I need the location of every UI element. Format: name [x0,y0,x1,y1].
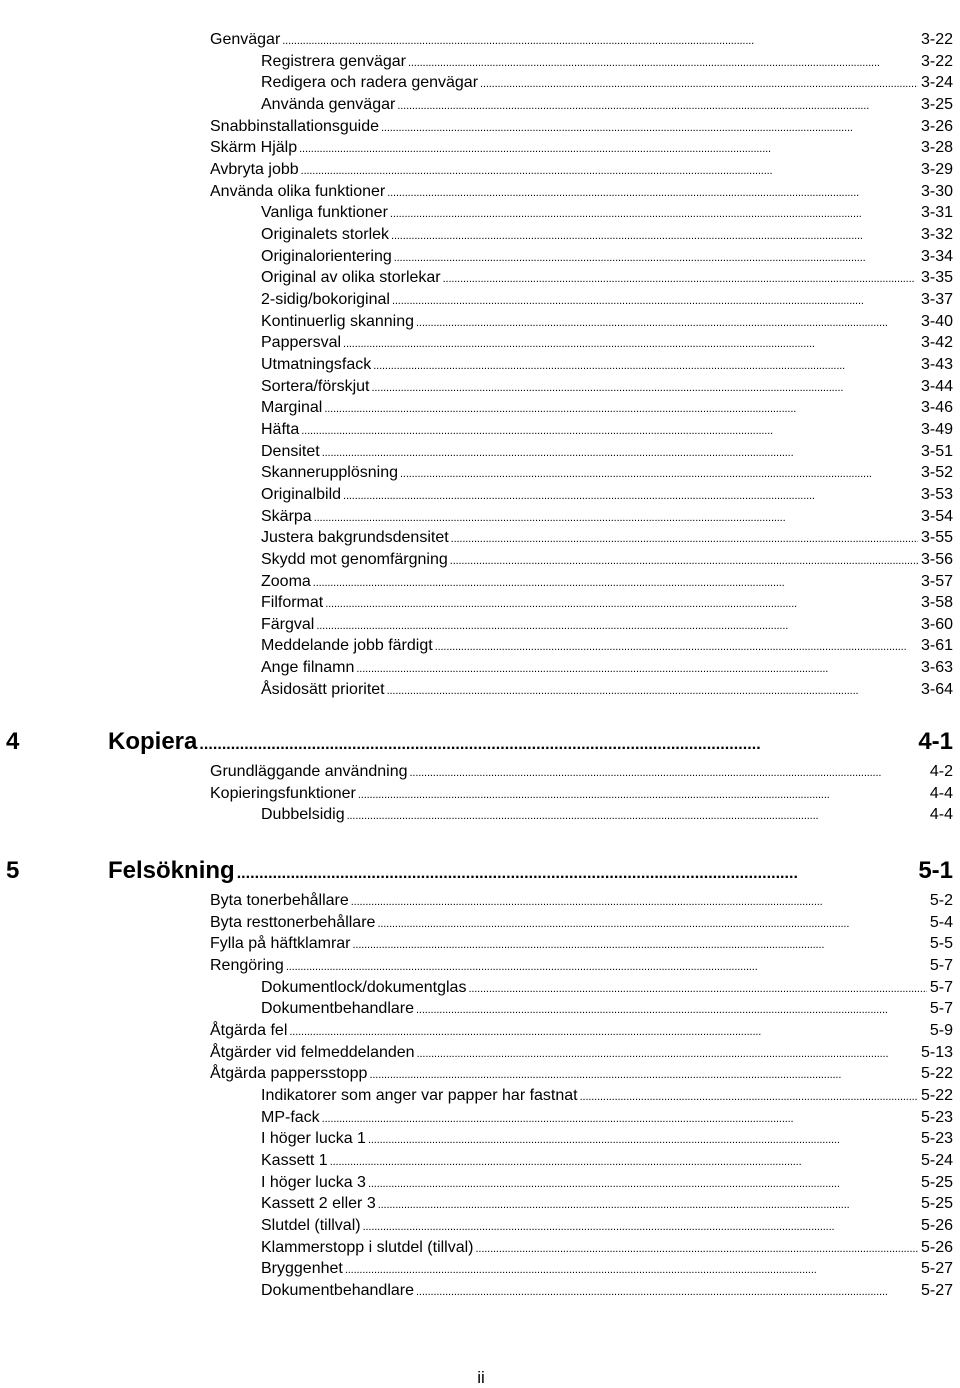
toc-entry[interactable] [261,636,953,657]
toc-entry-title: I höger lucka 3 [261,1173,366,1191]
toc-entry-page: 3-53 [920,485,953,503]
toc-entry[interactable] [261,528,953,549]
toc-entry[interactable] [261,463,953,484]
toc-entry-page: 3-55 [920,529,953,547]
chapter-number: 4 [6,728,20,755]
toc-entry[interactable] [261,1086,953,1107]
toc-entry-title: Åsidosätt prioritet [261,680,385,698]
toc-entry[interactable] [210,891,953,912]
dot-leader [476,1239,918,1259]
dot-leader [343,334,918,354]
dot-leader [381,118,918,138]
toc-entry-title: Färgval [261,615,315,633]
toc-entry[interactable] [210,1043,953,1064]
dot-leader [343,486,918,506]
toc-entry[interactable] [261,312,953,333]
toc-entry-page: 3-28 [920,139,953,157]
toc-entry[interactable] [261,593,953,614]
toc-entry[interactable] [210,913,953,934]
dot-leader [322,443,918,463]
toc-entry-title: Registrera genvägar [261,52,406,70]
dot-leader [314,508,918,528]
dot-leader [480,74,918,94]
toc-entry[interactable] [210,30,953,51]
chapter-page: 5-1 [918,857,953,884]
toc-entry-title: Byta tonerbehållare [210,892,349,909]
toc-entry-title: Originalorientering [261,247,392,265]
dot-leader [301,421,918,441]
toc-entry-title: Filformat [261,594,324,612]
dot-leader [371,378,917,398]
toc-entry-page: 5-24 [920,1151,953,1169]
toc-entry-page: 5-23 [920,1108,953,1126]
toc-entry[interactable] [210,138,953,159]
dot-leader [400,464,918,484]
toc-entry-page: 3-35 [920,269,953,287]
chapter-number: 5 [6,857,20,884]
toc-entry[interactable] [261,507,953,528]
dot-leader [451,529,918,549]
toc-entry-title: 2-sidig/bokoriginal [261,290,390,308]
dot-leader [286,957,927,977]
dot-leader [580,1087,918,1107]
toc-entry-page: 5-7 [929,956,953,974]
toc-entry-title: Ange filnamn [261,659,355,677]
toc-entry[interactable] [261,805,953,826]
toc-entry-title: Marginal [261,399,323,417]
toc-entry-page: 5-26 [920,1216,953,1234]
chapter-title: Felsökning [108,857,235,884]
toc-entry-title: Använda olika funktioner [210,182,386,200]
dot-leader [313,573,918,593]
toc-entry-title: Rengöring [210,956,284,974]
toc-entry-page: 5-2 [929,892,953,909]
toc-entry[interactable] [261,1238,953,1259]
dot-leader [417,1044,918,1064]
toc-entry-page: 3-29 [920,160,953,178]
dot-leader [373,356,918,376]
toc-entry-page: 3-30 [920,182,953,200]
toc-entry-page: 3-52 [920,464,953,482]
toc-entry-title: Åtgärda fel [210,1021,288,1039]
toc-entry-page: 3-26 [920,117,953,135]
dot-leader [377,914,926,934]
toc-entry[interactable] [261,52,953,73]
toc-entry[interactable] [261,572,953,593]
dot-leader [468,979,926,999]
toc-entry-page: 5-27 [920,1260,953,1278]
dot-leader [369,1065,918,1085]
toc-entry[interactable] [210,1021,953,1042]
toc-entry-page: 5-25 [920,1195,953,1213]
dot-leader [368,1130,918,1150]
toc-entry-title: Meddelande jobb färdigt [261,637,433,655]
toc-entry[interactable] [210,762,953,783]
toc-entry[interactable] [261,978,953,999]
dot-leader [387,681,918,701]
dot-leader [347,806,927,826]
toc-entry-title: Utmatningsfack [261,355,372,373]
toc-entry[interactable] [261,1216,953,1237]
toc-entry-title: Kassett 2 eller 3 [261,1195,376,1213]
toc-entry[interactable] [261,658,953,679]
toc-entry-page: 4-2 [929,763,953,780]
dot-leader [410,763,927,783]
toc-entry[interactable] [261,550,953,571]
toc-entry-title: Justera bakgrundsdensitet [261,529,449,547]
toc-entry-page: 5-13 [920,1043,953,1061]
toc-entry-title: Pappersval [261,334,342,352]
toc-entry-page: 3-51 [920,442,953,460]
dot-leader [435,637,918,657]
toc-entry-page: 3-22 [920,31,953,48]
dot-leader [351,892,927,912]
toc-entry-title: Bryggenhet [261,1260,343,1278]
dot-leader [392,291,918,311]
dot-leader [394,248,918,268]
toc-entry[interactable] [261,485,953,506]
toc-entry[interactable] [210,956,953,977]
toc-entry[interactable] [261,1173,953,1194]
dot-leader [353,935,927,955]
chapter-page: 4-1 [918,728,953,755]
toc-chapter-heading[interactable] [0,727,953,760]
dot-leader [299,139,918,159]
dot-leader [356,659,918,679]
dot-leader [325,594,918,614]
toc-entry-title: Dokumentbehandlare [261,1000,414,1018]
dot-leader [408,53,918,73]
toc-entry-title: Slutdel (tillval) [261,1216,361,1234]
toc-entry-title: Byta resttonerbehållare [210,913,376,931]
toc-entry-page: 3-63 [920,659,953,677]
toc-entry-title: Grundläggande användning [210,763,408,780]
dot-leader [387,183,918,203]
toc-entry[interactable] [261,247,953,268]
toc-entry-title: Avbryta jobb [210,160,299,178]
toc-entry-title: Använda genvägar [261,95,396,113]
toc-entry-page: 3-43 [920,355,953,373]
toc-entry-title: Kontinuerlig skanning [261,312,414,330]
toc-entry-page: 4-4 [929,784,953,802]
page-number: ii [477,1368,485,1387]
toc-entry-title: Originalbild [261,485,342,503]
toc-entry-page: 5-9 [929,1021,953,1039]
toc-entry-page: 3-40 [920,312,953,330]
toc-entry-title: Sortera/förskjut [261,377,370,395]
dot-leader [289,1022,926,1042]
toc-entry-page: 3-25 [920,95,953,113]
toc-entry-page: 3-56 [920,550,953,568]
dot-leader [330,1152,918,1172]
toc-entry[interactable] [261,1259,953,1280]
toc-entry-title: Fylla på häftklamrar [210,935,351,953]
toc-entry-page: 3-60 [920,615,953,633]
toc-entry[interactable] [261,290,953,311]
toc-entry-page: 5-23 [920,1130,953,1148]
toc-entry-page: 3-34 [920,247,953,265]
toc-entry-page: 3-24 [920,74,953,92]
dot-leader [390,204,918,224]
toc-entry[interactable] [210,117,953,138]
toc-entry-page: 3-61 [920,637,953,655]
toc-entry[interactable] [261,333,953,354]
dot-leader [199,730,916,760]
toc-entry-title: Zooma [261,572,311,590]
dot-leader [301,161,918,181]
toc-entry[interactable] [210,1064,953,1085]
toc-entry[interactable] [210,182,953,203]
toc-entry-title: Dokumentlock/dokumentglas [261,978,467,996]
toc-entry[interactable] [261,225,953,246]
dot-leader [416,1282,918,1302]
toc-entry-page: 3-42 [920,334,953,352]
dot-leader [368,1174,918,1194]
dot-leader [378,1195,918,1215]
dot-leader [443,269,918,289]
toc-entry-page: 3-44 [920,377,953,395]
toc-entry-title: Åtgärder vid felmeddelanden [210,1043,415,1061]
toc-entry-title: Genvägar [210,31,281,48]
toc-entry-title: Skydd mot genomfärgning [261,550,448,568]
chapter-title: Kopiera [108,728,198,755]
dot-leader [316,616,918,636]
toc-entry-page: 5-25 [920,1173,953,1191]
toc-entry-page: 5-27 [920,1281,953,1299]
toc-entry-title: Dubbelsidig [261,806,345,824]
toc-entry-title: Häfta [261,420,300,438]
toc-entry[interactable] [261,355,953,376]
toc-entry-page: 3-31 [920,204,953,222]
dot-leader [345,1260,918,1280]
toc-entry-title: Dokumentbehandlare [261,1281,414,1299]
toc-entry-page: 3-54 [920,507,953,525]
dot-leader [282,31,918,51]
toc-entry-title: Redigera och radera genvägar [261,74,479,92]
dot-leader [358,785,927,805]
toc-entry[interactable] [261,203,953,224]
dot-leader [416,313,918,333]
toc-entry[interactable] [261,442,953,463]
toc-entry-page: 5-22 [920,1065,953,1083]
toc-entry-page: 3-22 [920,52,953,70]
toc-entry-title: Skärpa [261,507,312,525]
toc-entry-page: 3-49 [920,420,953,438]
toc-entry-page: 5-5 [929,935,953,953]
toc-entry-page: 4-4 [929,806,953,824]
toc-entry-title: MP-fack [261,1108,320,1126]
toc-entry[interactable] [261,73,953,94]
toc-entry-title: Originalets storlek [261,225,390,243]
toc-entry[interactable] [261,1281,953,1302]
toc-entry-title: Kassett 1 [261,1151,328,1169]
toc-entry[interactable] [261,420,953,441]
toc-entry-title: Skärm Hjälp [210,139,298,157]
toc-entry-page: 5-22 [920,1086,953,1104]
toc-entry-title: Densitet [261,442,320,460]
toc-entry[interactable] [261,1129,953,1150]
toc-entry-title: Kopieringsfunktioner [210,784,356,802]
dot-leader [391,226,918,246]
toc-entry-title: I höger lucka 1 [261,1130,366,1148]
toc-entry-page: 3-64 [920,680,953,698]
dot-leader [450,551,918,571]
toc-entry-page: 5-7 [929,978,953,996]
toc-entry[interactable] [261,377,953,398]
dot-leader [416,1000,927,1020]
toc-entry-page: 3-32 [920,225,953,243]
toc-entry[interactable] [261,999,953,1020]
toc-entry[interactable] [210,160,953,181]
toc-entry-title: Vanliga funktioner [261,204,388,222]
toc-entry-page: 5-7 [929,1000,953,1018]
toc-entry[interactable] [261,1194,953,1215]
toc-entry-page: 5-26 [920,1238,953,1256]
toc-entry[interactable] [261,615,953,636]
toc-entry[interactable] [261,680,953,701]
toc-entry-title: Klammerstopp i slutdel (tillval) [261,1238,474,1256]
toc-entry-title: Skannerupplösning [261,464,398,482]
toc-entry-page: 5-4 [929,913,953,931]
dot-leader [363,1217,918,1237]
dot-leader [322,1109,918,1129]
toc-entry-title: Åtgärda pappersstopp [210,1065,368,1083]
toc-entry[interactable] [261,1151,953,1172]
dot-leader [324,399,918,419]
toc-entry[interactable] [261,95,953,116]
toc-entry-page: 3-46 [920,399,953,417]
toc-entry-title: Original av olika storlekar [261,269,441,287]
toc-entry-page: 3-37 [920,290,953,308]
toc-chapter-heading[interactable] [0,856,953,889]
toc-entry[interactable] [261,268,953,289]
toc-entry[interactable] [261,398,953,419]
dot-leader [397,96,918,116]
toc-entry-title: Snabbinstallationsguide [210,117,380,135]
toc-entry[interactable] [210,934,953,955]
toc-entry-page: 3-57 [920,572,953,590]
toc-entry-page: 3-58 [920,594,953,612]
toc-entry-title: Indikatorer som anger var papper har fastnat [261,1086,578,1104]
toc-entry[interactable] [261,1108,953,1129]
toc-entry[interactable] [210,784,953,805]
dot-leader [237,859,917,889]
